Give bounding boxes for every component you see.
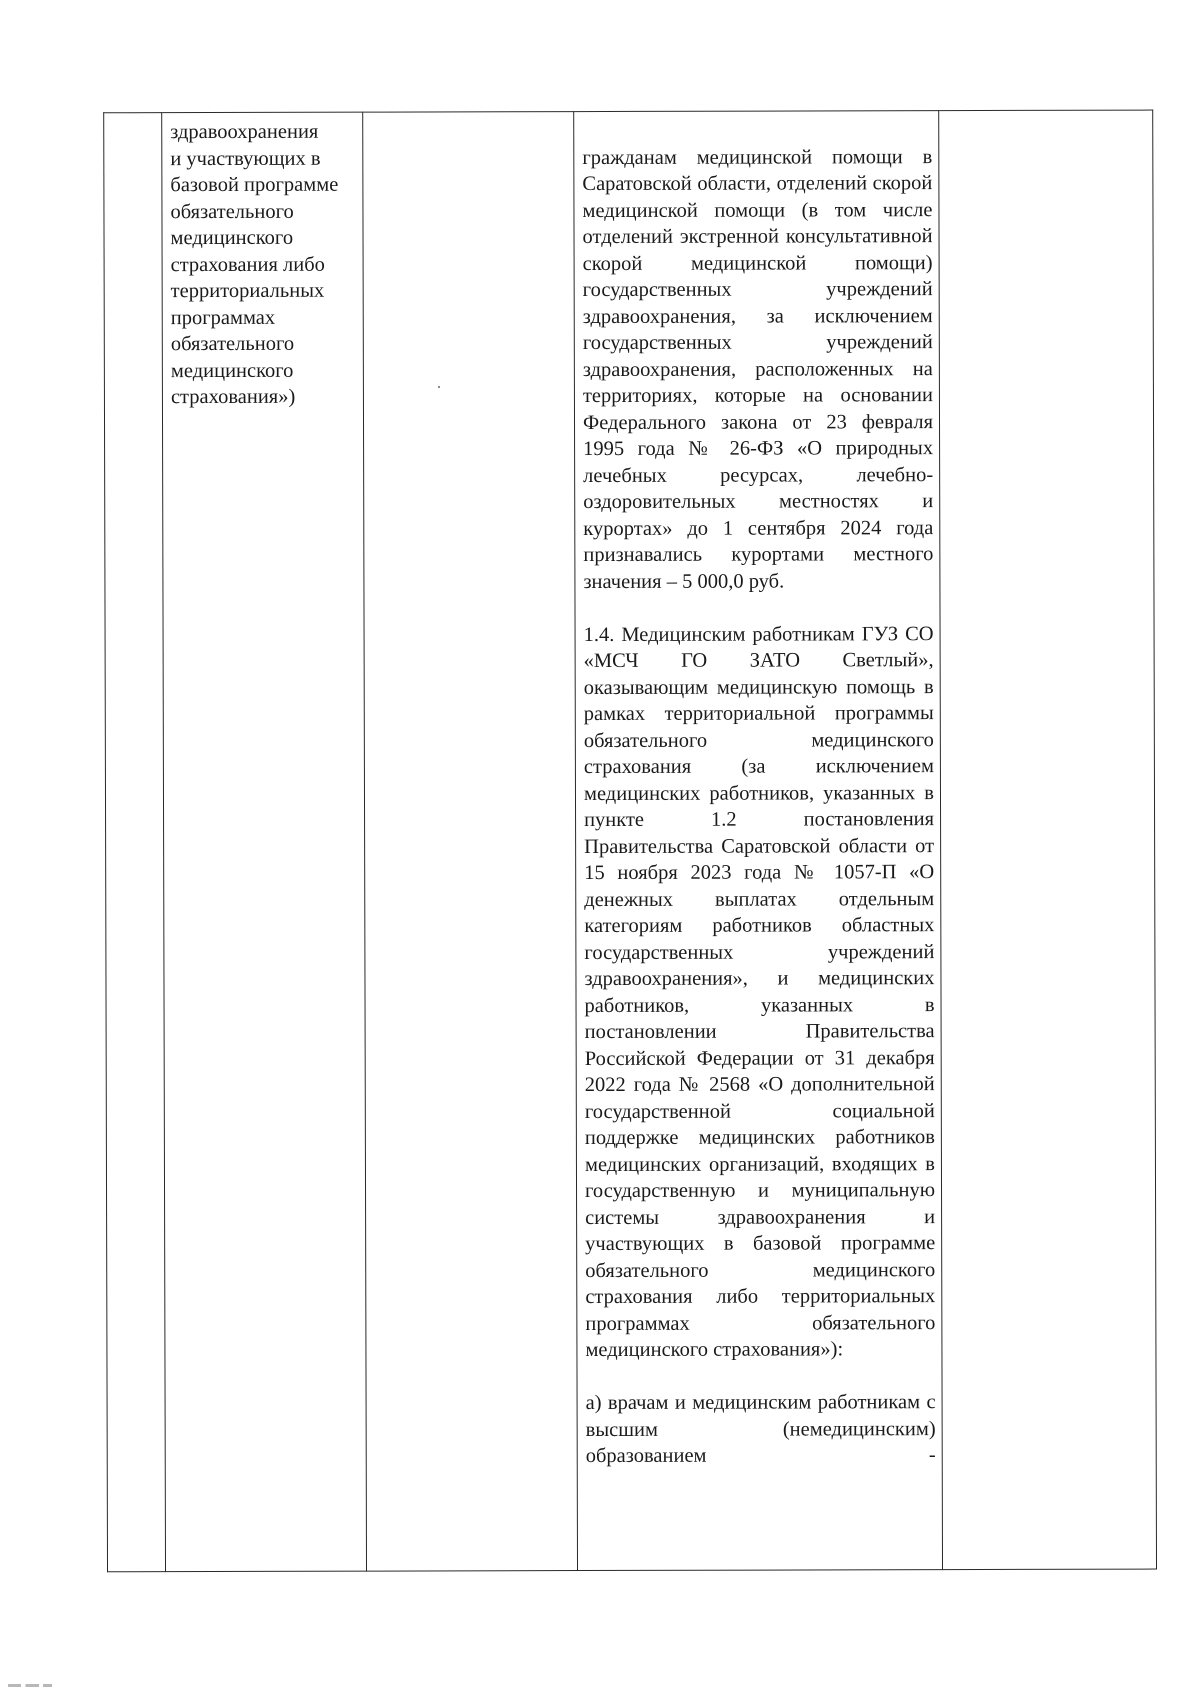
table-cell-title [162,112,367,1572]
scan-artifact [8,1684,52,1687]
document-table [103,110,1157,1573]
scan-speck [438,386,440,388]
title-cell-text: здравоохранения и участвующих в базовой программе обязательного медицинского страхования либо территориальных программах обязательного медицинского страхования») [170,120,339,409]
table-cell-number [104,113,166,1572]
table-row [104,110,1157,1572]
content-paragraph: гражданам медицинской помощи в Саратовской области, отделений скорой медицинской помощи (в том числе отделений экстренной консультативной скорой медицинской помощи) государственных учреждений здравоохранения, за исключением государственных учреждений здравоохранения, расположенных на территориях, которые на основании Федерального закона от 23 февраля 1995 года № 26-ФЗ «О природных лечебных ресурсах, лечебно-оздоровительных местностях и курортах» до 1 сентября 2024 года признавались курортами местного значения – 5 000,0 руб. [582,145,934,593]
content-paragraph: 1.4. Медицинским работникам ГУЗ СО «МСЧ ГО ЗАТО Светлый», оказывающим медицинскую помощь в рамках территориальной программы обязательного медицинского страхования (за исключением медицинских работников, указанных в пункте 1.2 постановления Правительства Саратовской области от 15 ноября 2023 года № 1057-П «О денежных выплатах отдельным категориям работников областных государственных учреждений здравоохранения», и медицинских работников, указанных в постановлении Правительства Российской Федерации от 31 декабря 2022 года № 2568 «О дополнительной государственной социальной поддержке медицинских работников медицинских организаций, входящих в государственную и муниципальную системы здравоохранения и участвующих в базовой программе обязательного медицинского страхования либо территориальных программах обязательного медицинского страхования»): [583,622,936,1362]
table-cell-content [574,111,943,1571]
content-cell-text [582,117,936,1496]
table-cell-empty [939,110,1157,1570]
table-cell-empty [363,112,578,1572]
content-paragraph: а) врачам и медицинским работникам с высшим (немедицинским) образованием - [585,1391,936,1468]
